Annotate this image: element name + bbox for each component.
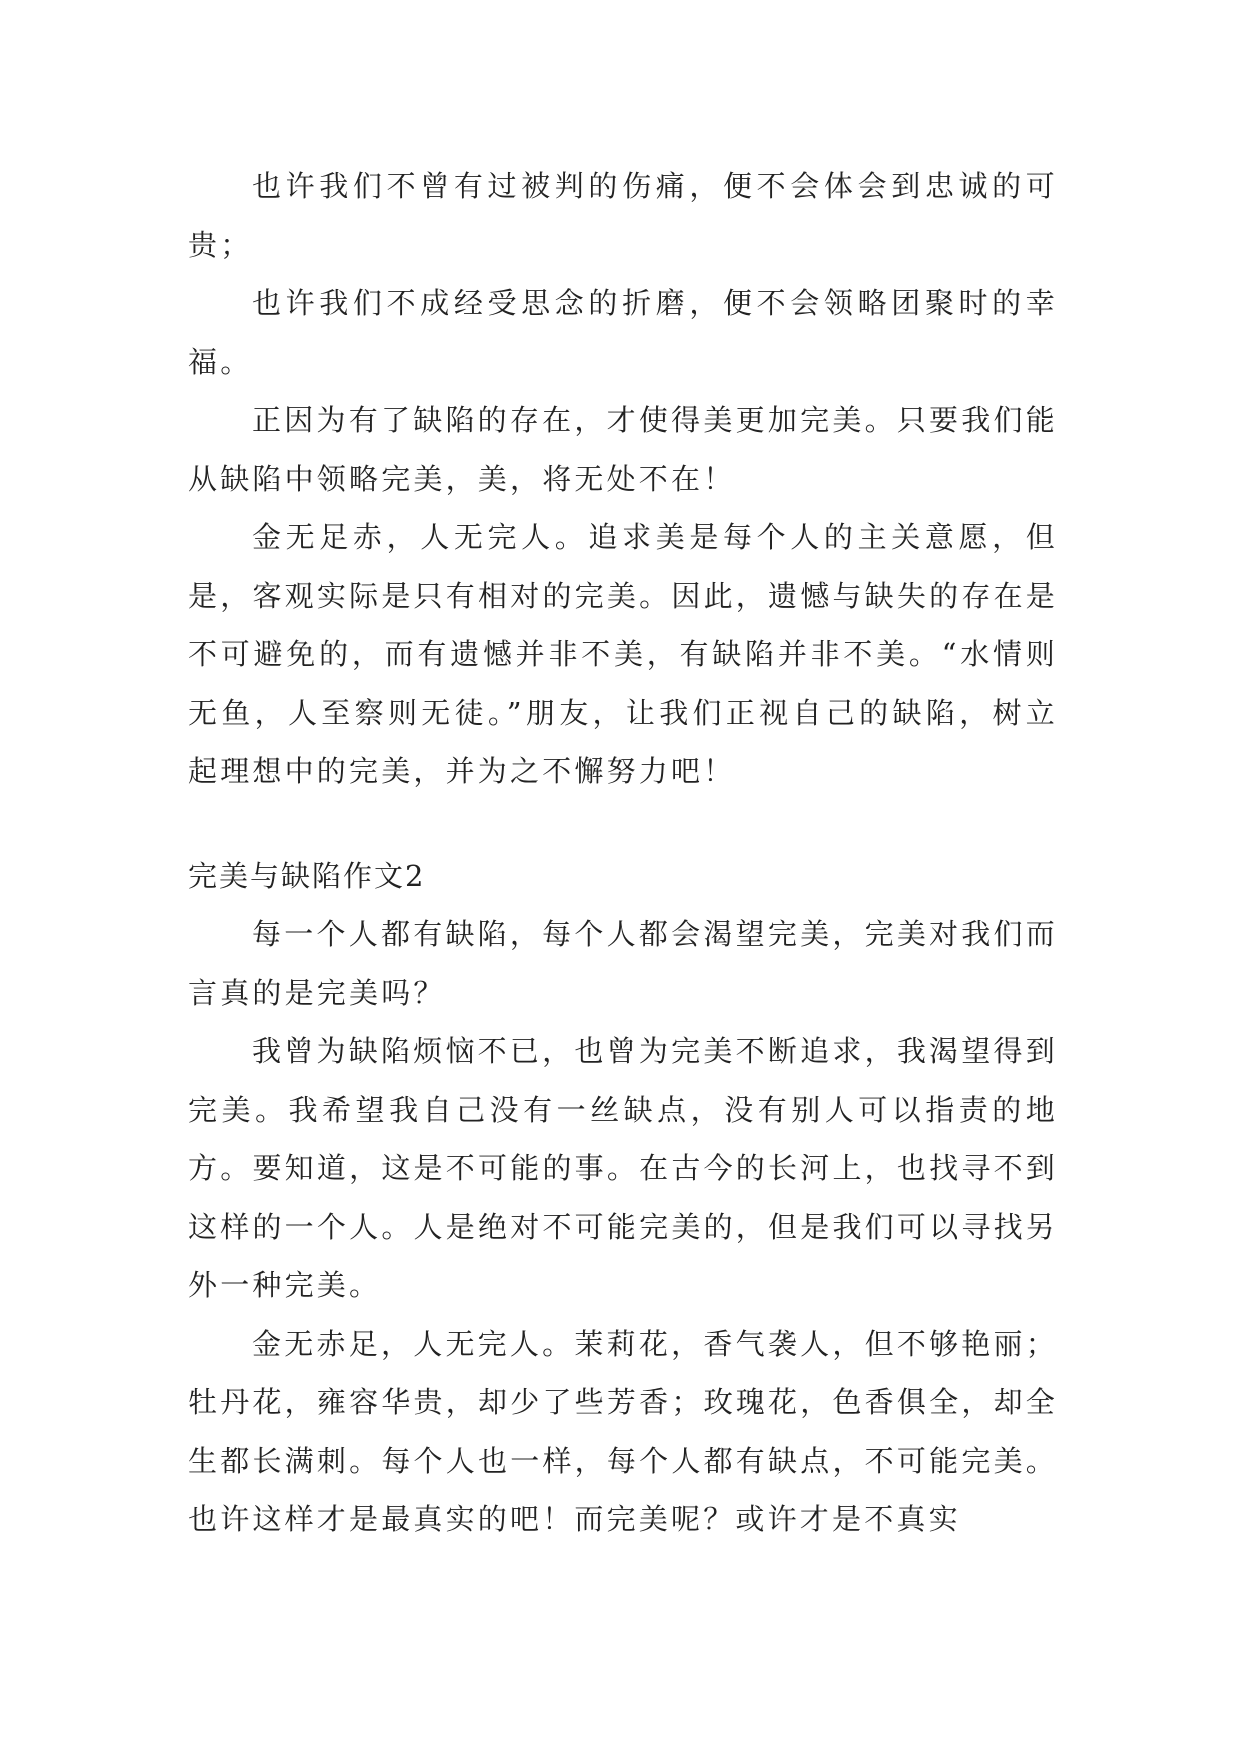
paragraph-6: 我曾为缺陷烦恼不已，也曾为完美不断追求，我渴望得到完美。我希望我自己没有一丝缺点，没有别人可以指责的地方。要知道，这是不可能的事。在古今的长河上，也找寻不到这样的一个人。人是绝对不可能完美的，但是我们可以寻找另外一种完美。 xyxy=(188,1034,1058,1302)
paragraph-5: 每一个人都有缺陷，每个人都会渴望完美，完美对我们而言真的是完美吗？ xyxy=(188,917,1058,1010)
document-body xyxy=(188,157,1058,1549)
paragraph-4: 金无足赤，人无完人。追求美是每个人的主关意愿，但是，客观实际是只有相对的完美。因此，遗憾与缺失的存在是不可避免的，而有遗憾并非不美，有缺陷并非不美。“水情则无鱼，人至察则无徒。”朋友，让我们正视自己的缺陷，树立起理想中的完美，并为之不懈努力吧！ xyxy=(188,520,1058,788)
paragraph-1: 也许我们不曾有过被判的伤痛，便不会体会到忠诚的可贵； xyxy=(188,169,1058,262)
section-heading: 完美与缺陷作文2 xyxy=(188,858,426,893)
paragraph-3: 正因为有了缺陷的存在，才使得美更加完美。只要我们能从缺陷中领略完美，美，将无处不在！ xyxy=(188,403,1058,496)
paragraph-7: 金无赤足，人无完人。茉莉花，香气袭人，但不够艳丽；牡丹花，雍容华贵，却少了些芳香；玫瑰花，色香俱全，却全生都长满刺。每个人也一样，每个人都有缺点，不可能完美。也许这样才是最真实的吧！而完美呢？或许才是不真实 xyxy=(188,1326,1058,1536)
paragraph-2: 也许我们不成经受思念的折磨，便不会领略团聚时的幸福。 xyxy=(188,286,1058,379)
